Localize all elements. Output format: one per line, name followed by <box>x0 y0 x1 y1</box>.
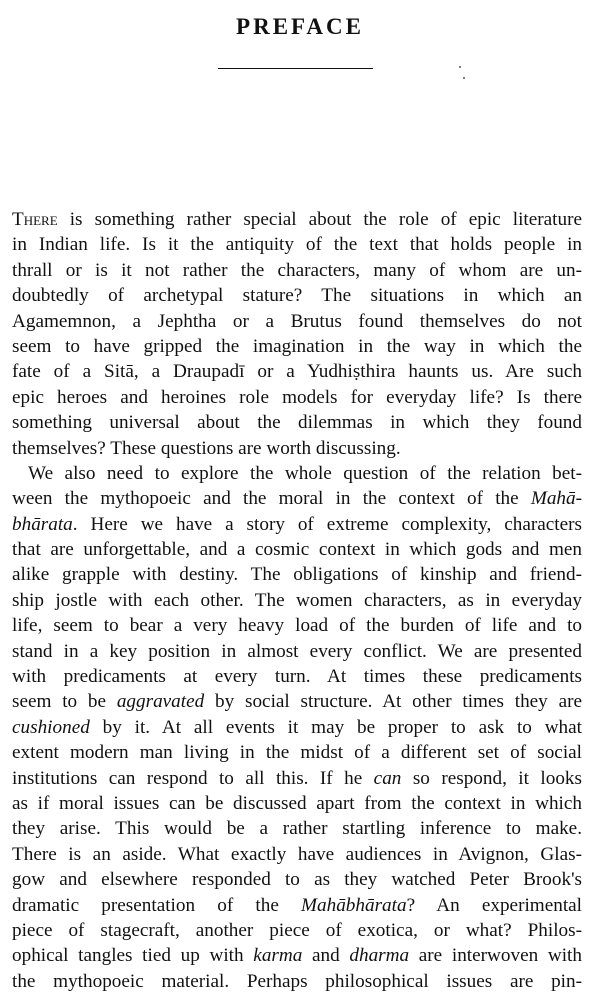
text-line: seem to be aggravated by social structure. At other times they are <box>12 691 582 713</box>
scan-speck <box>459 66 461 68</box>
scan-speck <box>463 77 465 79</box>
text-line: alike grapple with destiny. The obligations of kinship and friend- <box>12 564 582 586</box>
text-line: extent modern man living in the midst of a different set of social <box>12 742 582 764</box>
text-line: Agamemnon, a Jephtha or a Brutus found themselves do not <box>12 310 582 332</box>
text-line: epic heroes and heroines role models for everyday life? Is there <box>12 386 582 408</box>
text-line: they arise. This would be a rather startling inference to make. <box>12 818 582 840</box>
text-line: stand in a key position in almost every conflict. We are presented <box>12 640 582 662</box>
italic-title: bhārata <box>12 513 73 535</box>
italic-word: dharma <box>349 945 410 967</box>
text-line: thrall or is it not rather the characters, many of whom are un- <box>12 259 582 281</box>
preface-body <box>12 207 582 994</box>
drop-lead-word: There <box>12 209 58 230</box>
text-line: with predicaments at every turn. At times these predicaments <box>12 666 582 688</box>
italic-word: aggravated <box>116 691 205 713</box>
italic-title: Mahābhārata <box>301 894 407 916</box>
italic-title: Mahā- <box>530 488 582 510</box>
text-line: that are unforgettable, and a cosmic context in which gods and men <box>12 539 582 561</box>
text-line: the mythopoeic material. Perhaps philosophical issues are pin- <box>12 970 582 992</box>
text-line: in Indian life. Is it the antiquity of the text that holds people in <box>12 234 582 256</box>
text-line: We also need to explore the whole question of the relation bet- <box>28 462 582 484</box>
text-line: institutions can respond to all this. If he can so respond, it looks <box>12 767 582 789</box>
text-line: something universal about the dilemmas in which they found <box>12 412 582 434</box>
text-line: ship jostle with each other. The women characters, as in everyday <box>12 589 582 611</box>
text-line: seem to have gripped the imagination in the way in which the <box>12 335 582 357</box>
text-line: life, seem to bear a very heavy load of the burden of life and to <box>12 615 582 637</box>
text-line: as if moral issues can be discussed apart from the context in which <box>12 792 582 814</box>
italic-word: can <box>373 767 402 789</box>
text-line: fate of a Sitā, a Draupadī or a Yudhiṣthira haunts us. Are such <box>12 361 582 383</box>
page-title: PREFACE <box>236 14 364 39</box>
text-line: dramatic presentation of the Mahābhārata? An experimental <box>12 894 582 916</box>
text-line: gow and elsewhere responded to as they watched Peter Brook's <box>12 869 582 891</box>
text-line: bhārata. Here we have a story of extreme complexity, characters <box>12 513 582 535</box>
italic-word: cushioned <box>12 716 90 738</box>
text-line: ophical tangles tied up with karma and dharma are interwoven with <box>12 945 582 967</box>
text-line: cushioned by it. At all events it may be proper to ask to what <box>12 716 582 738</box>
text-line: themselves? These questions are worth discussing. <box>12 437 401 459</box>
text-line: ween the mythopoeic and the moral in the context of the Mahā- <box>12 488 582 510</box>
text-line: There is an aside. What exactly have audiences in Avignon, Glas- <box>12 843 582 865</box>
title-rule <box>218 68 373 69</box>
text-line: There is something rather special about the role of epic literature <box>12 209 582 230</box>
text-line: doubtedly of archetypal stature? The situations in which an <box>12 285 582 307</box>
italic-word: karma <box>253 945 303 967</box>
text-line: piece of stagecraft, another piece of exotica, or what? Philos- <box>12 919 582 941</box>
